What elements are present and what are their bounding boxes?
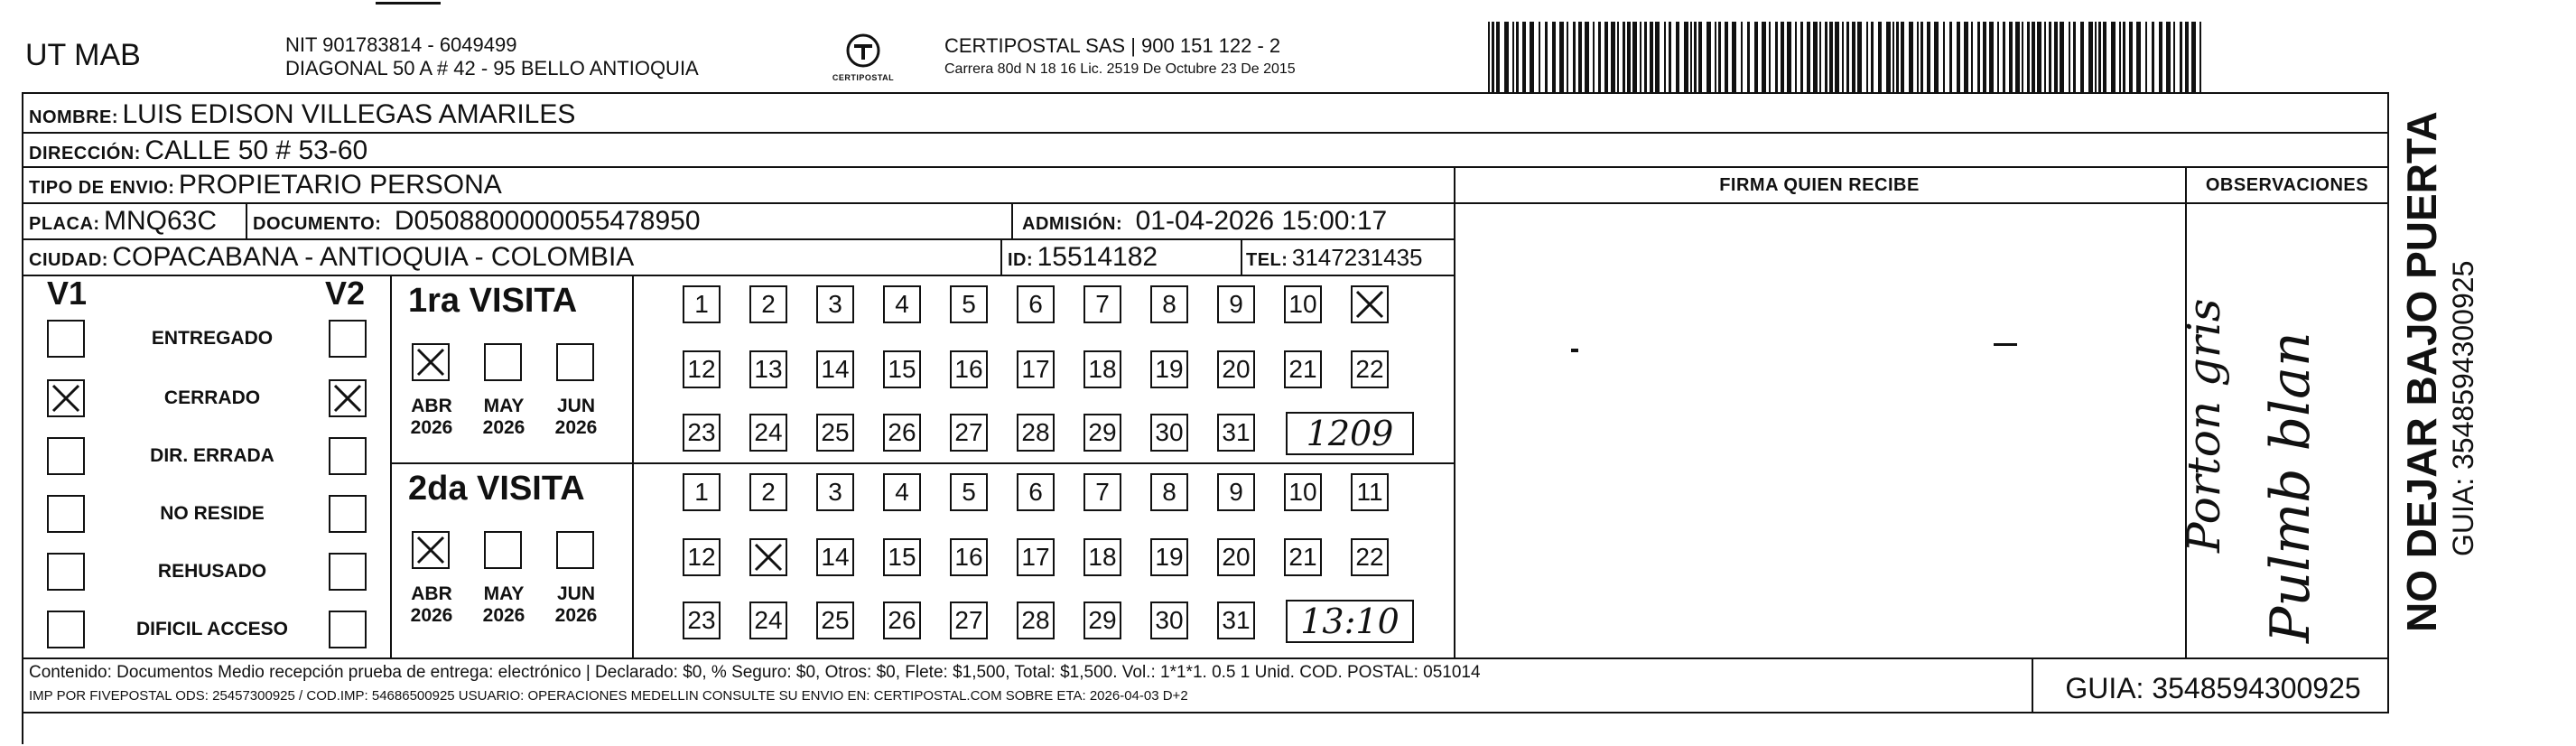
visit2-day-box[interactable]: 30 [1150, 601, 1188, 639]
v2-checkbox[interactable] [329, 611, 367, 648]
visit2-month-label: MAY 2026 [482, 583, 525, 626]
visit1-month-checkbox[interactable] [412, 343, 450, 381]
company-nit: NIT 901783814 - 6049499 [285, 33, 517, 56]
v2-checkbox[interactable] [329, 437, 367, 475]
imp-text: IMP POR FIVEPOSTAL ODS: 25457300925 / COD.IMP: 54686500925 USUARIO: OPERACIONES MEDELLIN CONSULTE SU ENVIO EN: CERTIPOSTAL.COM SOBRE ETA: 2026-04-03 D+2 [29, 688, 1188, 704]
visit1-month-label: ABR 2026 [410, 396, 453, 438]
status-label: NO RESIDE [160, 503, 265, 524]
visit1-day-box[interactable]: 5 [950, 285, 988, 323]
visit2-day-box[interactable]: 29 [1083, 601, 1121, 639]
visit1-day-box[interactable]: 10 [1284, 285, 1322, 323]
v1-checkbox[interactable] [47, 437, 85, 475]
documento-field: DOCUMENTO: D0508800000055478950 [253, 206, 701, 236]
visit1-day-box[interactable]: 6 [1017, 285, 1055, 323]
visit1-month-label: MAY 2026 [482, 396, 525, 438]
visit1-month-checkbox[interactable] [484, 343, 522, 381]
visit2-day-box[interactable]: 14 [816, 538, 854, 576]
v1-checkbox[interactable] [47, 320, 85, 358]
v1-checkbox[interactable] [47, 379, 85, 417]
observaciones-label: OBSERVACIONES [2205, 175, 2369, 195]
visit1-month-label: JUN 2026 [554, 396, 598, 438]
visit1-day-box[interactable]: 21 [1284, 350, 1322, 388]
visit1-day-box[interactable]: 27 [950, 414, 988, 452]
visit2-day-box[interactable]: 9 [1217, 473, 1255, 511]
visit1-day-box[interactable] [1351, 285, 1389, 323]
v2-label: V2 [325, 275, 366, 312]
visit1-day-box[interactable]: 18 [1083, 350, 1121, 388]
direccion-value: CALLE 50 # 53-60 [144, 135, 368, 165]
certipostal-logo: CERTIPOSTAL [823, 33, 903, 82]
visit1-day-box[interactable]: 8 [1150, 285, 1188, 323]
visit1-day-box[interactable]: 25 [816, 414, 854, 452]
obs-handwriting-2: Pulmb blan [2259, 331, 2322, 643]
visit2-day-box[interactable]: 2 [749, 473, 787, 511]
visit1-month-checkbox[interactable] [556, 343, 594, 381]
nombre-value: LUIS EDISON VILLEGAS AMARILES [122, 99, 576, 129]
status-label: DIR. ERRADA [150, 445, 274, 466]
visit1-day-box[interactable]: 7 [1083, 285, 1121, 323]
visit1-day-box[interactable]: 3 [816, 285, 854, 323]
visit1-day-box[interactable]: 1 [683, 285, 721, 323]
visit1-day-box[interactable]: 22 [1351, 350, 1389, 388]
firma-label: FIRMA QUIEN RECIBE [1719, 175, 1920, 195]
courier-name: CERTIPOSTAL SAS | 900 151 122 - 2 [944, 34, 1281, 57]
tipo-label: TIPO DE ENVIO: [29, 178, 175, 198]
visit1-day-box[interactable]: 13 [749, 350, 787, 388]
visit1-day-box[interactable]: 28 [1017, 414, 1055, 452]
v2-checkbox[interactable] [329, 553, 367, 591]
v2-checkbox[interactable] [329, 320, 367, 358]
visit2-day-box[interactable]: 23 [683, 601, 721, 639]
visit1-day-box[interactable]: 15 [883, 350, 921, 388]
visit2-day-box[interactable]: 3 [816, 473, 854, 511]
v1-checkbox[interactable] [47, 495, 85, 533]
v2-checkbox[interactable] [329, 495, 367, 533]
company-address: DIAGONAL 50 A # 42 - 95 BELLO ANTIOQUIA [285, 57, 699, 79]
direccion-row [29, 135, 367, 166]
visit2-month-checkbox[interactable] [484, 531, 522, 569]
admision-field: ADMISIÓN: 01-04-2026 15:00:17 [1022, 206, 1388, 236]
visit1-day-box[interactable]: 20 [1217, 350, 1255, 388]
v1-label: V1 [47, 275, 88, 312]
visit1-day-box[interactable]: 26 [883, 414, 921, 452]
status-label: DIFICIL ACCESO [135, 619, 288, 639]
contenido-text: Contenido: Documentos Medio recepción prueba de entrega: electrónico | Declarado: $0, % Seguro: $0, Otros: $0, Flete: $1,500, Total: $1,500. Vol.: 1*1*1. 0.5 1 Unid. COD. POSTAL: 051014 [29, 663, 1481, 682]
visit2-time-box[interactable]: 13:10 [1286, 600, 1414, 643]
side-warning: NO DEJAR BAJO PUERTA [2398, 111, 2445, 632]
visit2-day-box[interactable] [749, 538, 787, 576]
visit1-day-box[interactable]: 23 [683, 414, 721, 452]
visit2-day-box[interactable]: 24 [749, 601, 787, 639]
visit1-day-box[interactable]: 12 [683, 350, 721, 388]
visit2-day-box[interactable]: 12 [683, 538, 721, 576]
company-name: UT MAB [25, 38, 141, 72]
visit2-month-checkbox[interactable] [556, 531, 594, 569]
v1-checkbox[interactable] [47, 553, 85, 591]
visit2-day-box[interactable]: 5 [950, 473, 988, 511]
footer-guia: GUIA: 3548594300925 [2065, 672, 2361, 704]
visit2-day-box[interactable]: 11 [1351, 473, 1389, 511]
visit2-day-box[interactable]: 28 [1017, 601, 1055, 639]
visit2-day-box[interactable]: 16 [950, 538, 988, 576]
tipo-row [29, 170, 502, 200]
id-field: ID: 15514182 [1008, 242, 1158, 272]
ciudad-field: CIUDAD: COPACABANA - ANTIOQUIA - COLOMBIA [29, 242, 635, 272]
visit2-day-box[interactable]: 31 [1217, 601, 1255, 639]
visit2-day-box[interactable]: 20 [1217, 538, 1255, 576]
tipo-value: PROPIETARIO PERSONA [178, 170, 502, 200]
visit2-title: 2da VISITA [408, 470, 585, 508]
v2-checkbox[interactable] [329, 379, 367, 417]
visit1-day-box[interactable]: 2 [749, 285, 787, 323]
visit1-day-box[interactable]: 30 [1150, 414, 1188, 452]
visit2-month-label: ABR 2026 [410, 583, 453, 626]
visit2-day-box[interactable]: 8 [1150, 473, 1188, 511]
visit2-day-box[interactable]: 18 [1083, 538, 1121, 576]
visit1-day-box[interactable]: 29 [1083, 414, 1121, 452]
visit2-day-box[interactable]: 21 [1284, 538, 1322, 576]
visit2-day-box[interactable]: 17 [1017, 538, 1055, 576]
direccion-label: DIRECCIÓN: [29, 144, 141, 163]
visit1-day-box[interactable]: 9 [1217, 285, 1255, 323]
courier-license: Carrera 80d N 18 16 Lic. 2519 De Octubre 23 De 2015 [944, 61, 1296, 77]
signature-mark [1994, 343, 2017, 346]
v1-checkbox[interactable] [47, 611, 85, 648]
visit2-day-box[interactable]: 26 [883, 601, 921, 639]
visit2-day-box[interactable]: 4 [883, 473, 921, 511]
visit2-day-box[interactable]: 25 [816, 601, 854, 639]
visit2-day-box[interactable]: 6 [1017, 473, 1055, 511]
tel-field: TEL: 3147231435 [1246, 244, 1423, 271]
visit2-day-box[interactable]: 1 [683, 473, 721, 511]
visit2-day-box[interactable]: 19 [1150, 538, 1188, 576]
visit2-day-box[interactable]: 7 [1083, 473, 1121, 511]
nombre-row [29, 99, 575, 130]
visit1-day-box[interactable]: 4 [883, 285, 921, 323]
obs-handwriting-1: Porton gris [2178, 298, 2230, 553]
visit1-day-box[interactable]: 31 [1217, 414, 1255, 452]
status-label: CERRADO [163, 387, 261, 408]
placa-field: PLACA: MNQ63C [29, 206, 218, 236]
visit1-day-box[interactable]: 14 [816, 350, 854, 388]
visit1-time-box[interactable]: 1209 [1286, 412, 1414, 455]
visit2-month-label: JUN 2026 [554, 583, 598, 626]
visit2-day-box[interactable]: 10 [1284, 473, 1322, 511]
status-label: REHUSADO [157, 561, 267, 582]
visit1-title: 1ra VISITA [408, 282, 578, 320]
nombre-label: NOMBRE: [29, 107, 119, 127]
barcode [1488, 22, 2210, 92]
visit1-day-box[interactable]: 19 [1150, 350, 1188, 388]
status-label: ENTREGADO [151, 328, 274, 349]
visit2-month-checkbox[interactable] [412, 531, 450, 569]
visit2-day-box[interactable]: 27 [950, 601, 988, 639]
signature-mark [1571, 349, 1578, 352]
visit2-day-box[interactable]: 22 [1351, 538, 1389, 576]
visit1-day-box[interactable]: 16 [950, 350, 988, 388]
visit2-day-box[interactable]: 15 [883, 538, 921, 576]
visit1-day-box[interactable]: 17 [1017, 350, 1055, 388]
visit1-day-box[interactable]: 24 [749, 414, 787, 452]
side-guia: GUIA: 3548594300925 [2447, 260, 2479, 556]
